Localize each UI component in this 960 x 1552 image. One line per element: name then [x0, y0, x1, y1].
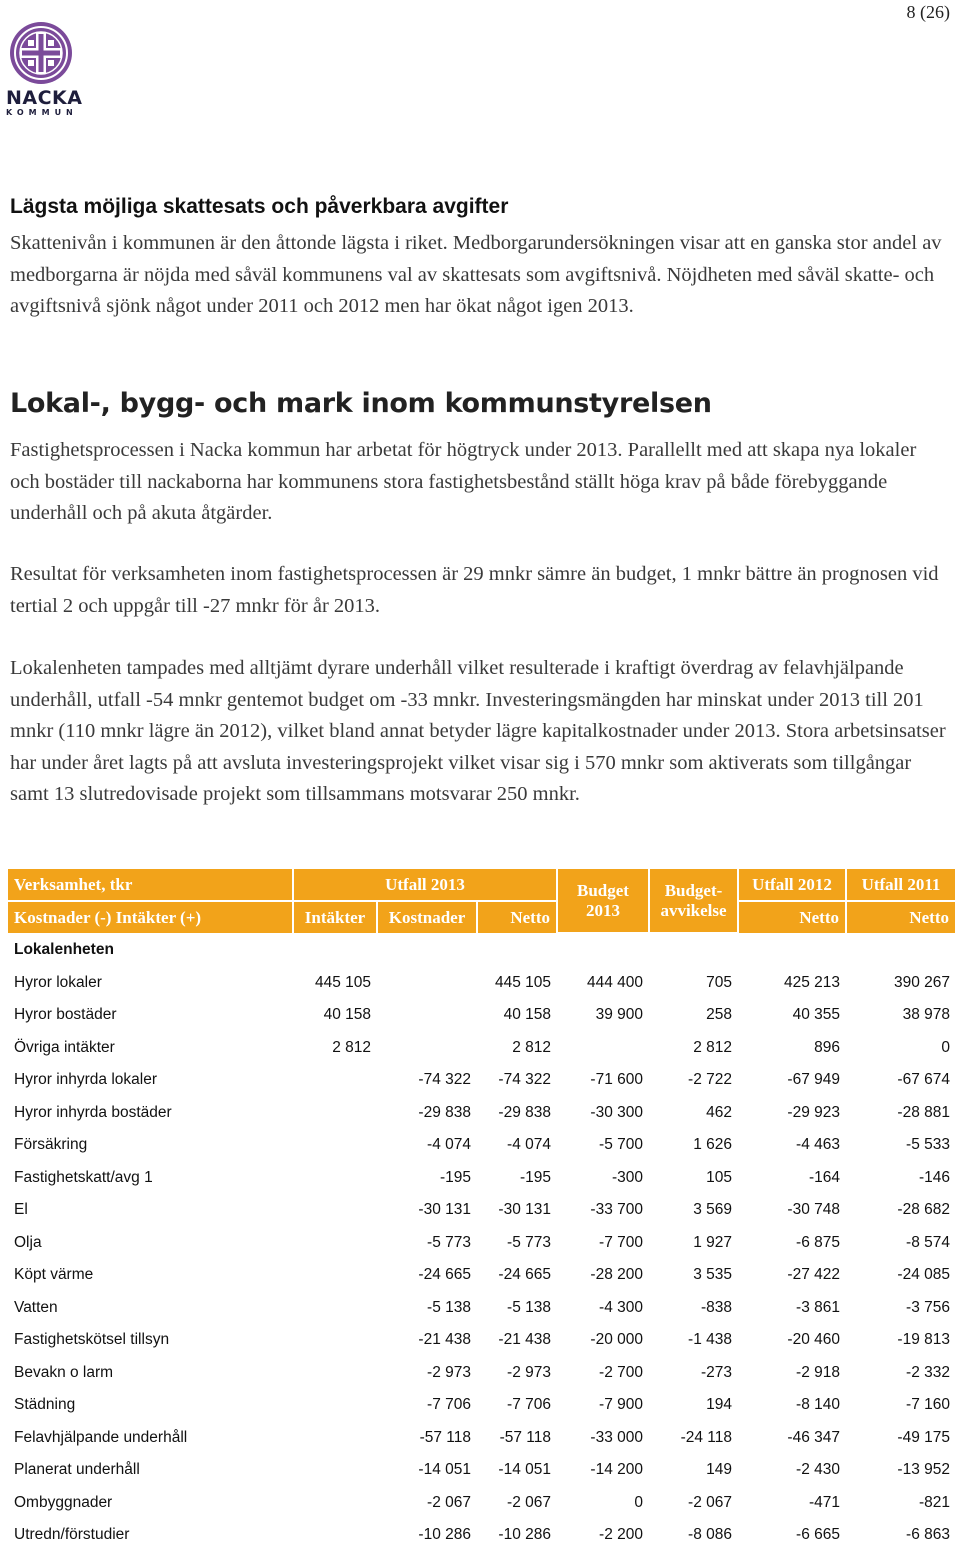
nacka-emblem-icon: [6, 20, 76, 86]
avvikelse-cell: 1 626: [693, 1136, 732, 1154]
header-utfall-2011: Utfall 2011: [846, 869, 956, 901]
table-row: [8, 1194, 956, 1227]
budget-2013-cell: [557, 1032, 649, 1065]
header-netto-2012: Netto: [738, 901, 846, 933]
avvikelse-cell: -838: [700, 1298, 732, 1316]
budget-2013-cell: -33 700: [590, 1201, 643, 1219]
kostnader-cell: -14 051: [418, 1461, 471, 1479]
header-utfall-2012: Utfall 2012: [738, 869, 846, 901]
kostnader-cell: [377, 1032, 477, 1065]
avvikelse-cell: 3 569: [693, 1201, 732, 1219]
netto-2012-cell: 425 213: [783, 973, 840, 991]
intakter-cell: [293, 1357, 377, 1390]
netto-2012-cell: -20 460: [787, 1331, 840, 1349]
table-header-row-1: [8, 869, 956, 901]
table-header-row-2: [8, 901, 956, 933]
table-row: [8, 1454, 956, 1487]
nacka-logo: [6, 20, 82, 117]
netto-2012-cell: -6 875: [796, 1233, 840, 1251]
netto-2011-cell: -28 682: [897, 1201, 950, 1219]
budget-2013-cell: -7 900: [599, 1396, 643, 1414]
netto-2012-cell: -2 430: [796, 1461, 840, 1479]
table-row: [8, 1324, 956, 1357]
header-kostnader-intakter: Kostnader (-) Intäkter (+): [8, 901, 293, 933]
netto-2012-cell: -3 861: [796, 1298, 840, 1316]
paragraph-property-process: Fastighetsprocessen i Nacka kommun har arbetat för högtryck under 2013. Parallellt med att skapa nya lokaler och bostäder till nackaborna har kommunens stora fastighetsbestånd ställt höga krav på både förebyggande underhåll och på akuta åtgärder.: [10, 439, 917, 524]
avvikelse-cell: 705: [706, 973, 732, 991]
kostnader-cell: -10 286: [418, 1526, 471, 1544]
budget-2013-cell: -4 300: [599, 1298, 643, 1316]
kostnader-cell: -2 973: [427, 1363, 471, 1381]
netto-2013-cell: -29 838: [498, 1103, 551, 1121]
avvikelse-cell: 2 812: [693, 1038, 732, 1056]
intakter-cell: [293, 1422, 377, 1455]
table-row: [8, 1357, 956, 1390]
table-row: [8, 1259, 956, 1292]
netto-2012-cell: 896: [814, 1038, 840, 1056]
table-row: [8, 1064, 956, 1097]
kostnader-cell: -7 706: [427, 1396, 471, 1414]
netto-2013-cell: -5 138: [507, 1298, 551, 1316]
table-row: [8, 1292, 956, 1325]
netto-2012-cell: -29 923: [787, 1103, 840, 1121]
netto-2013-cell: -21 438: [498, 1331, 551, 1349]
budget-2013-cell: -300: [611, 1168, 643, 1186]
kostnader-cell: -5 773: [427, 1233, 471, 1251]
row-label: Hyror bostäder: [14, 1006, 117, 1024]
avvikelse-cell: 105: [706, 1168, 732, 1186]
kostnader-cell: -57 118: [419, 1428, 471, 1446]
budget-2013-cell: -5 700: [599, 1136, 643, 1154]
kostnader-cell: -4 074: [427, 1136, 471, 1154]
netto-2013-cell: -14 051: [498, 1461, 551, 1479]
avvikelse-cell: -273: [700, 1363, 732, 1381]
row-label: Fastighetskötsel tillsyn: [14, 1331, 170, 1349]
table-section-row: [8, 933, 956, 967]
kostnader-cell: -24 665: [418, 1266, 471, 1284]
header-budget-2013: Budget 2013: [557, 869, 649, 933]
budget-2013-cell: 39 900: [595, 1006, 643, 1024]
kostnader-cell: -2 067: [427, 1493, 471, 1511]
netto-2011-cell: -3 756: [906, 1298, 950, 1316]
netto-2011-cell: -2 332: [906, 1363, 950, 1381]
budget-2013-cell: -2 700: [599, 1363, 643, 1381]
kostnader-cell: [377, 999, 477, 1032]
kostnader-cell: -5 138: [427, 1298, 471, 1316]
budget-2013-cell: -14 200: [590, 1461, 643, 1479]
netto-2013-cell: 40 158: [503, 1006, 551, 1024]
row-label: Städning: [14, 1396, 76, 1414]
table-row: [8, 1422, 956, 1455]
netto-2012-cell: -67 949: [787, 1071, 840, 1089]
header-utfall-2013: Utfall 2013: [293, 869, 557, 901]
avvikelse-cell: -2 067: [688, 1493, 732, 1511]
netto-2013-cell: 2 812: [512, 1038, 551, 1056]
netto-2013-cell: -74 322: [498, 1071, 551, 1089]
intakter-cell: [293, 1487, 377, 1520]
intakter-cell: 445 105: [314, 973, 371, 991]
netto-2011-cell: -24 085: [897, 1266, 950, 1284]
netto-2013-cell: -30 131: [498, 1201, 551, 1219]
intakter-cell: [293, 1324, 377, 1357]
netto-2012-cell: -30 748: [787, 1201, 840, 1219]
netto-2013-cell: -195: [519, 1168, 551, 1186]
budget-2013-cell: -20 000: [590, 1331, 643, 1349]
netto-2012-cell: -471: [808, 1493, 840, 1511]
avvikelse-cell: -8 086: [688, 1526, 732, 1544]
row-label: Ombyggnader: [14, 1493, 113, 1511]
row-label: Bevakn o larm: [14, 1363, 114, 1381]
budget-2013-cell: -2 200: [599, 1526, 643, 1544]
netto-2012-cell: -46 347: [787, 1428, 840, 1446]
header-kostnader: Kostnader: [377, 901, 477, 933]
row-label: Utredn/förstudier: [14, 1526, 130, 1544]
paragraph-lokalenheten: Lokalenheten tampades med alltjämt dyrare underhåll vilket resulterade i kraftigt överdrag av felavhjälpande underhåll, utfall -54 mnkr gentemot budget om -33 mnkr. Investeringsmängden har minskat under 2013 till 201 mnkr (110 mnkr lägre än 2012), vilket bland annat betyder lägre kapitalkostnader under 2013. Stora arbetsinsatser har under året lagts på att avsluta investeringsprojekt vilket visar sig i 570 mnkr som aktiverats som tillgångar samt 13 slutredovisade projekt som tillsammans motsvarar 250 mnkr.: [10, 657, 946, 805]
netto-2012-cell: -27 422: [787, 1266, 840, 1284]
netto-2012-cell: -164: [808, 1168, 840, 1186]
avvikelse-cell: 1 927: [693, 1233, 732, 1251]
intakter-cell: [293, 1097, 377, 1130]
row-label: Köpt värme: [14, 1266, 94, 1284]
paragraph-result: Resultat för verksamheten inom fastighetsprocessen är 29 mnkr sämre än budget, 1 mnkr bättre än prognosen vid tertial 2 och uppgår till -27 mnkr för år 2013.: [10, 563, 939, 617]
table-row: [8, 1097, 956, 1130]
section-label: Lokalenheten: [14, 941, 114, 959]
table-row: [8, 1032, 956, 1065]
netto-2011-cell: -8 574: [906, 1233, 950, 1251]
logo-subtitle: KOMMUN: [6, 108, 78, 117]
budget-2013-cell: -7 700: [599, 1233, 643, 1251]
table-row: [8, 1389, 956, 1422]
avvikelse-cell: 149: [706, 1461, 732, 1479]
budget-2013-cell: -30 300: [590, 1103, 643, 1121]
netto-2011-cell: 0: [941, 1038, 950, 1056]
netto-2013-cell: -10 286: [498, 1526, 551, 1544]
financial-table: [8, 869, 957, 1552]
kostnader-cell: -21 438: [418, 1331, 471, 1349]
netto-2012-cell: -6 665: [796, 1526, 840, 1544]
netto-2013-cell: -24 665: [498, 1266, 551, 1284]
netto-2011-cell: -67 674: [897, 1071, 950, 1089]
netto-2011-cell: -146: [918, 1168, 950, 1186]
avvikelse-cell: 258: [706, 1006, 732, 1024]
netto-2013-cell: -2 067: [507, 1493, 551, 1511]
kostnader-cell: -29 838: [418, 1103, 471, 1121]
netto-2011-cell: -19 813: [897, 1331, 950, 1349]
paragraph-tax-rate: Skattenivån i kommunen är den åttonde lägsta i riket. Medborgarundersökningen visar att en ganska stor andel av medborgarna är nöjda med såväl kommunens val av skattesats som avgiftsnivå. Nöjdheten med såväl skatte- och avgiftsnivå sjönk något under 2011 och 2012 men har ökat något igen 2013.: [10, 232, 942, 317]
kostnader-cell: -30 131: [418, 1201, 471, 1219]
row-label: Fastighetskatt/avg 1: [14, 1168, 153, 1186]
netto-2013-cell: -4 074: [507, 1136, 551, 1154]
netto-2013-cell: 445 105: [494, 973, 551, 991]
netto-2013-cell: -2 973: [507, 1363, 551, 1381]
netto-2011-cell: -7 160: [906, 1396, 950, 1414]
table-row: [8, 1519, 956, 1552]
budget-2013-cell: 0: [634, 1493, 643, 1511]
table-row: [8, 967, 956, 1000]
netto-2011-cell: 390 267: [893, 973, 950, 991]
kostnader-cell: -195: [439, 1168, 471, 1186]
avvikelse-cell: 3 535: [693, 1266, 732, 1284]
row-label: Försäkring: [14, 1136, 88, 1154]
intakter-cell: [293, 1194, 377, 1227]
netto-2012-cell: -2 918: [796, 1363, 840, 1381]
page-number: 8 (26): [906, 2, 950, 22]
netto-2011-cell: -821: [918, 1493, 950, 1511]
budget-2013-cell: -33 000: [590, 1428, 643, 1446]
table-row: [8, 999, 956, 1032]
budget-2013-cell: 444 400: [586, 973, 643, 991]
header-netto-2013: Netto: [477, 901, 557, 933]
budget-2013-cell: -28 200: [590, 1266, 643, 1284]
intakter-cell: [293, 1064, 377, 1097]
header-verksamhet: Verksamhet, tkr: [8, 869, 293, 901]
heading-tax-rate: Lägsta möjliga skattesats och påverkbara avgifter: [10, 195, 509, 218]
row-label: Övriga intäkter: [14, 1038, 115, 1056]
netto-2012-cell: 40 355: [792, 1006, 840, 1024]
intakter-cell: [293, 1389, 377, 1422]
intakter-cell: [293, 1259, 377, 1292]
avvikelse-cell: -24 118: [680, 1428, 732, 1446]
netto-2013-cell: -7 706: [507, 1396, 551, 1414]
avvikelse-cell: -1 438: [688, 1331, 732, 1349]
netto-2011-cell: -6 863: [906, 1526, 950, 1544]
row-label: Olja: [14, 1233, 42, 1251]
table-row: [8, 1129, 956, 1162]
row-label: Hyror inhyrda bostäder: [14, 1103, 172, 1121]
netto-2011-cell: -5 533: [906, 1136, 950, 1154]
row-label: Planerat underhåll: [14, 1461, 140, 1479]
netto-2013-cell: -57 118: [499, 1428, 551, 1446]
intakter-cell: [293, 1129, 377, 1162]
row-label: El: [14, 1201, 28, 1219]
netto-2012-cell: -8 140: [796, 1396, 840, 1414]
intakter-cell: 40 158: [323, 1006, 371, 1024]
table-row: [8, 1227, 956, 1260]
table-row: [8, 1487, 956, 1520]
row-label: Hyror inhyrda lokaler: [14, 1071, 157, 1089]
avvikelse-cell: 462: [706, 1103, 732, 1121]
budget-2013-cell: -71 600: [590, 1071, 643, 1089]
row-label: Felavhjälpande underhåll: [14, 1428, 188, 1446]
intakter-cell: [293, 1519, 377, 1552]
avvikelse-cell: -2 722: [688, 1071, 732, 1089]
intakter-cell: 2 812: [332, 1038, 371, 1056]
intakter-cell: [293, 1292, 377, 1325]
table-row: [8, 1162, 956, 1195]
header-intakter: Intäkter: [293, 901, 377, 933]
intakter-cell: [293, 1454, 377, 1487]
netto-2012-cell: -4 463: [796, 1136, 840, 1154]
header-netto-2011: Netto: [846, 901, 956, 933]
netto-2011-cell: -28 881: [897, 1103, 950, 1121]
row-label: Hyror lokaler: [14, 973, 102, 991]
netto-2011-cell: 38 978: [902, 1006, 950, 1024]
kostnader-cell: [377, 967, 477, 1000]
netto-2013-cell: -5 773: [507, 1233, 551, 1251]
intakter-cell: [293, 1227, 377, 1260]
kostnader-cell: -74 322: [418, 1071, 471, 1089]
netto-2011-cell: -49 175: [897, 1428, 950, 1446]
header-budgetavvikelse: Budget-avvikelse: [649, 869, 738, 933]
heading-property-section: Lokal-, bygg- och mark inom kommunstyrelsen: [10, 388, 712, 419]
avvikelse-cell: 194: [706, 1396, 732, 1414]
logo-name: NACKA: [6, 87, 83, 109]
row-label: Vatten: [14, 1298, 58, 1316]
intakter-cell: [293, 1162, 377, 1195]
netto-2011-cell: -13 952: [897, 1461, 950, 1479]
